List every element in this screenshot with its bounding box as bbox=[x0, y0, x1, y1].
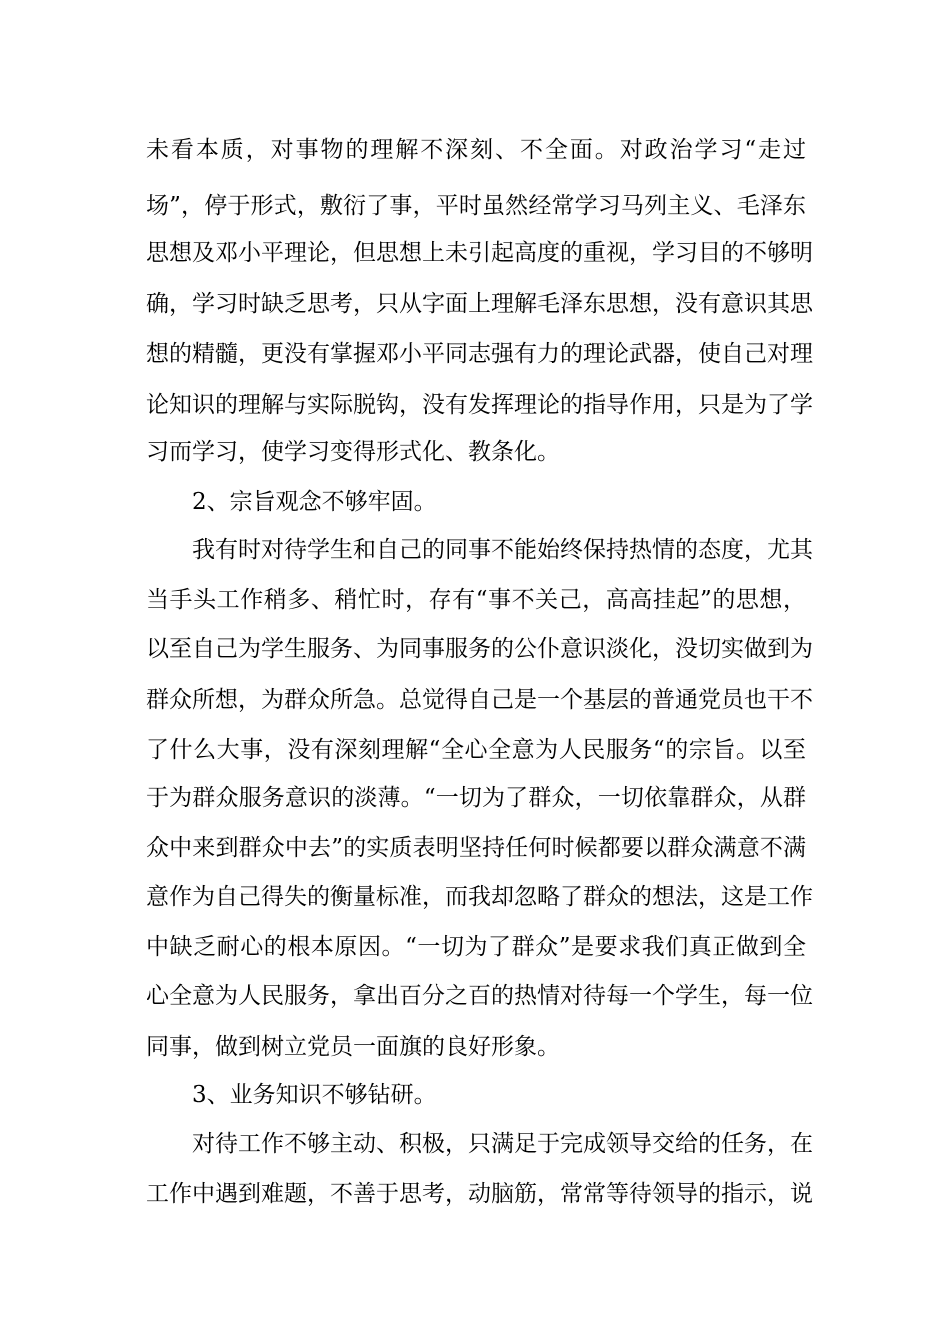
text-line: 想的精髓，更没有掌握邓小平同志强有力的理论武器，使自己对理 bbox=[146, 341, 813, 367]
text-line: 群众所想，为群众所急。总觉得自己是一个基层的普通党员也干不 bbox=[146, 687, 813, 713]
text-line: 了什么大事，没有深刻理解“全心全意为人民服务“的宗旨。以至 bbox=[146, 737, 806, 763]
text-line: 场”，停于形式，敷衍了事，平时虽然经常学习马列主义、毛泽东 bbox=[146, 193, 806, 219]
text-line: 对待工作不够主动、积极，只满足于完成领导交给的任务，在 bbox=[192, 1131, 813, 1157]
text-line: 心全意为人民服务，拿出百分之百的热情对待每一个学生，每一位 bbox=[146, 983, 813, 1009]
text-line: 工作中遇到难题，不善于思考，动脑筋，常常等待领导的指示，说 bbox=[146, 1181, 813, 1207]
text-line: 论知识的理解与实际脱钩，没有发挥理论的指导作用，只是为了学 bbox=[146, 392, 813, 418]
text-line: 未看本质，对事物的理解不深刻、不全面。对政治学习“走过 bbox=[146, 137, 806, 163]
text-line: 思想及邓小平理论，但思想上未引起高度的重视，学习目的不够明 bbox=[146, 240, 813, 266]
section-heading: 3、业务知识不够钻研。 bbox=[192, 1082, 437, 1108]
text-line: 习而学习，使学习变得形式化、教条化。 bbox=[146, 439, 560, 465]
section-heading: 2、宗旨观念不够牢固。 bbox=[192, 489, 437, 515]
text-line: 以至自己为学生服务、为同事服务的公仆意识淡化，没切实做到为 bbox=[146, 636, 813, 662]
text-line: 我有时对待学生和自己的同事不能始终保持热情的态度，尤其 bbox=[192, 537, 813, 563]
text-line: 中缺乏耐心的根本原因。“一切为了群众”是要求我们真正做到全 bbox=[146, 934, 806, 960]
text-line: 确，学习时缺乏思考，只从字面上理解毛泽东思想，没有意识其思 bbox=[146, 291, 813, 317]
text-line: 同事，做到树立党员一面旗的良好形象。 bbox=[146, 1034, 560, 1060]
text-line: 于为群众服务意识的淡薄。“一切为了群众，一切依靠群众，从群 bbox=[146, 785, 806, 811]
text-line: 众中来到群众中去”的实质表明坚持任何时候都要以群众满意不满 bbox=[146, 835, 806, 861]
text-line: 当手头工作稍多、稍忙时，存有“事不关己，高高挂起”的思想， bbox=[146, 587, 806, 613]
text-line: 意作为自己得失的衡量标准，而我却忽略了群众的想法，这是工作 bbox=[146, 884, 813, 910]
